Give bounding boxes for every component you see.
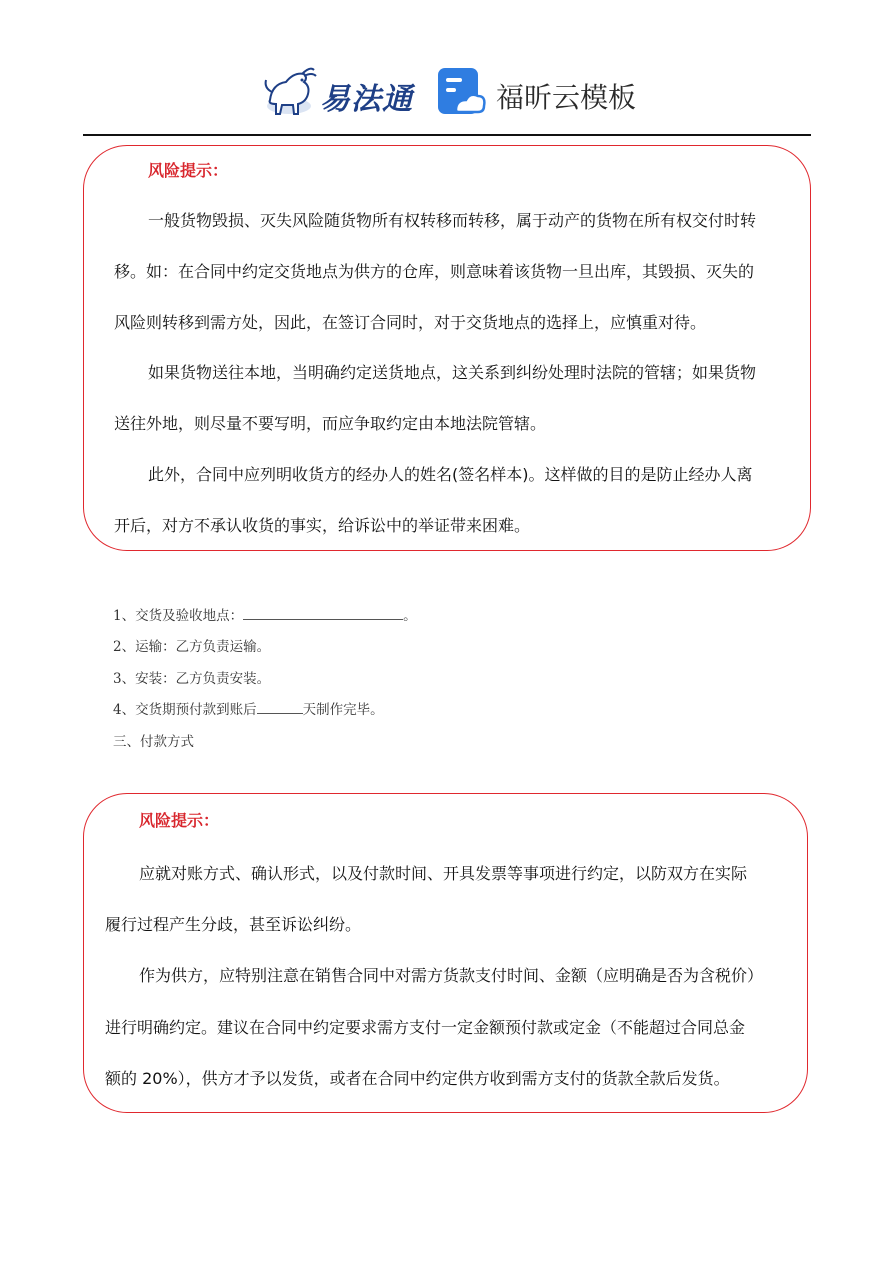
risk-notice-line: 送往外地，则尽量不要写明，而应争取约定由本地法院管辖。 <box>114 414 547 433</box>
fuxin-logo-text: 福昕云模板 <box>496 81 637 114</box>
blank-line <box>243 606 403 620</box>
risk-notice-title: 风险提示： <box>148 161 229 180</box>
risk-notice-box-1 <box>83 145 811 551</box>
clause-delivery-period: 4、交货期预付款到账后 天制作完毕。 <box>113 702 384 718</box>
risk-notice-line: 此外，合同中应列明收货方的经办人的姓名(签名样本)。这样做的目的是防止经办人离 <box>148 465 753 484</box>
clause-installation: 3、安装：乙方负责安装。 <box>113 671 271 687</box>
risk-notice-line: 进行明确约定。建议在合同中约定要求需方支付一定金额预付款或定金（不能超过合同总金 <box>105 1018 746 1037</box>
page-header <box>0 58 893 128</box>
cloud-doc-icon <box>436 66 486 118</box>
risk-notice-line: 额的 20%），供方才予以发货，或者在合同中约定供方收到需方支付的货款全款后发货。 <box>105 1069 730 1088</box>
yifatong-logo <box>258 62 418 122</box>
risk-notice-line: 作为供方，应特别注意在销售合同中对需方货款支付时间、金额（应明确是否为含税价） <box>139 966 764 985</box>
risk-notice-line: 开后，对方不承认收货的事实，给诉讼中的举证带来困难。 <box>114 516 531 535</box>
risk-notice-line: 一般货物毁损、灭失风险随货物所有权转移而转移，属于动产的货物在所有权交付时转 <box>148 211 757 230</box>
qilin-icon <box>258 62 320 122</box>
blank-line <box>257 700 303 714</box>
risk-notice-line: 移。如：在合同中约定交货地点为供方的仓库，则意味着该货物一旦出库，其毁损、灭失的 <box>114 262 755 281</box>
risk-notice-line: 风险则转移到需方处，因此，在签订合同时，对于交货地点的选择上，应慎重对待。 <box>114 313 707 332</box>
risk-notice-line: 如果货物送往本地，当明确约定送货地点，这关系到纠纷处理时法院的管辖；如果货物 <box>148 363 757 382</box>
risk-notice-line: 应就对账方式、确认形式，以及付款时间、开具发票等事项进行约定，以防双方在实际 <box>139 864 748 883</box>
section-heading-payment: 三、付款方式 <box>113 734 194 750</box>
risk-notice-title: 风险提示： <box>139 811 220 830</box>
risk-notice-box-2 <box>83 793 808 1113</box>
clause-delivery-location: 1、交货及验收地点： 。 <box>113 608 417 624</box>
risk-notice-line: 履行过程产生分歧，甚至诉讼纠纷。 <box>105 915 362 934</box>
header-divider <box>83 134 811 136</box>
yifatong-logo-text: 易法通 <box>320 82 413 117</box>
fuxin-logo <box>436 66 656 122</box>
clause-transport: 2、运输：乙方负责运输。 <box>113 639 271 655</box>
